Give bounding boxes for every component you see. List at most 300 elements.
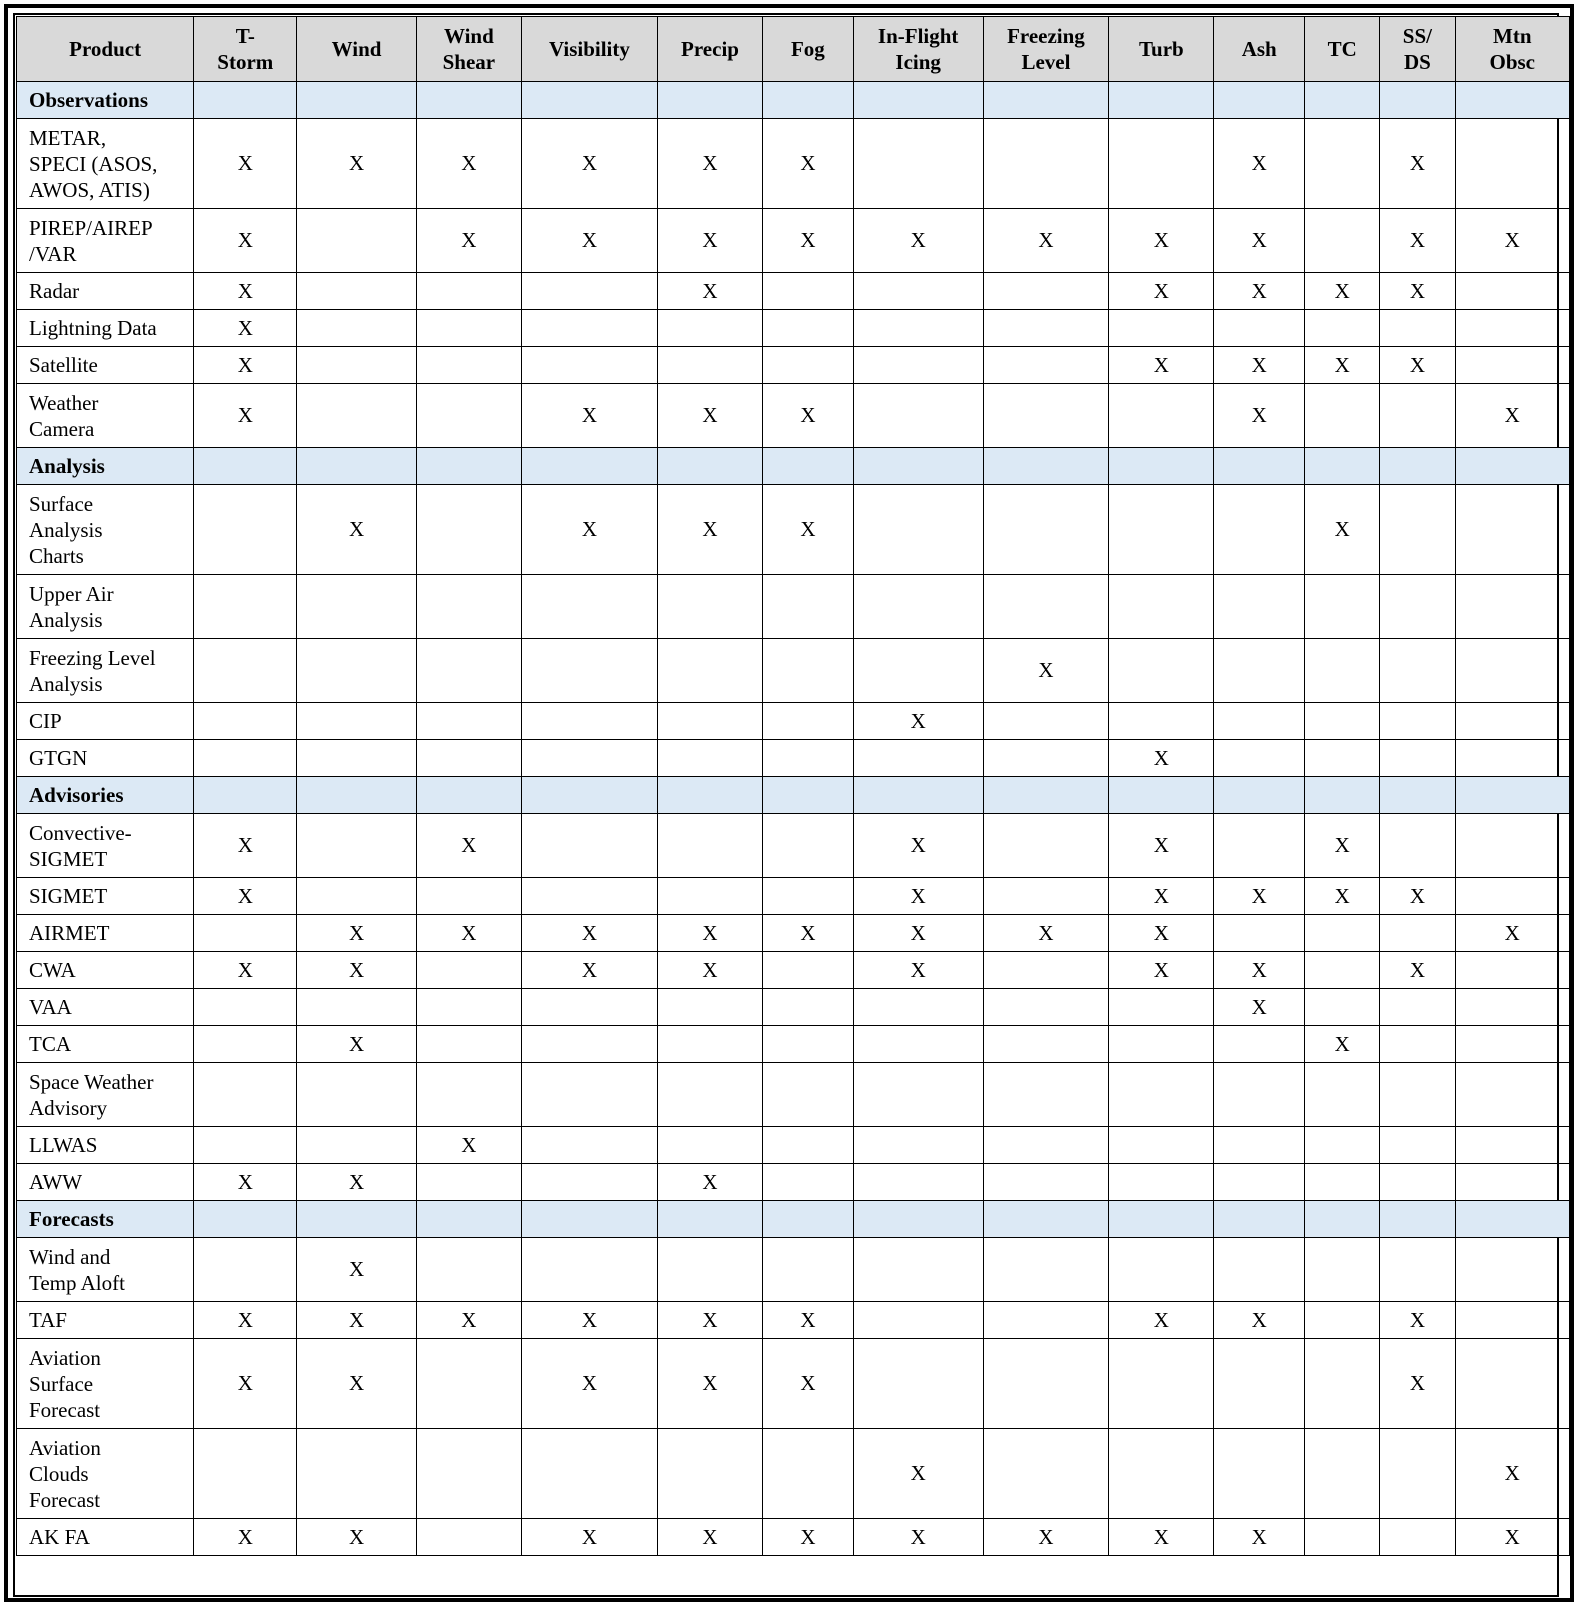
mark-cell-empty: [194, 1026, 297, 1063]
mark-cell-empty: [657, 814, 762, 878]
mark-cell-x: X: [297, 1238, 417, 1302]
mark-cell-x: X: [853, 814, 983, 878]
mark-cell-empty: [1455, 1026, 1569, 1063]
mark-cell-x: X: [1214, 347, 1305, 384]
section-fill-cell: [1455, 82, 1569, 119]
mark-cell-empty: [416, 740, 521, 777]
mark-cell-x: X: [194, 119, 297, 209]
mark-cell-x: X: [194, 1302, 297, 1339]
mark-cell-x: X: [1109, 952, 1214, 989]
mark-cell-empty: [194, 989, 297, 1026]
mark-cell-empty: [763, 1127, 854, 1164]
mark-cell-empty: [853, 1238, 983, 1302]
table-row: [17, 703, 1570, 740]
table-row: [17, 347, 1570, 384]
mark-cell-x: X: [1109, 347, 1214, 384]
mark-cell-x: X: [416, 119, 521, 209]
product-name: LLWAS: [17, 1127, 194, 1164]
mark-cell-empty: [853, 485, 983, 575]
mark-cell-empty: [297, 1127, 417, 1164]
section-fill-cell: [416, 448, 521, 485]
table-row: [17, 740, 1570, 777]
mark-cell-empty: [983, 384, 1109, 448]
product-name: AK FA: [17, 1519, 194, 1556]
mark-cell-empty: [1305, 119, 1380, 209]
section-fill-cell: [657, 82, 762, 119]
mark-cell-x: X: [763, 485, 854, 575]
section-fill-cell: [763, 448, 854, 485]
mark-cell-x: X: [1380, 878, 1455, 915]
mark-cell-empty: [297, 1429, 417, 1519]
mark-cell-empty: [657, 878, 762, 915]
section-fill-cell: [657, 1201, 762, 1238]
product-name: CWA: [17, 952, 194, 989]
mark-cell-empty: [416, 1164, 521, 1201]
mark-cell-empty: [297, 703, 417, 740]
mark-cell-empty: [297, 1063, 417, 1127]
mark-cell-empty: [416, 1339, 521, 1429]
column-header: Mtn Obsc: [1455, 17, 1569, 82]
mark-cell-empty: [1305, 952, 1380, 989]
mark-cell-empty: [1305, 1339, 1380, 1429]
mark-cell-x: X: [521, 119, 657, 209]
mark-cell-empty: [297, 384, 417, 448]
table-row: [17, 1339, 1570, 1429]
section-fill-cell: [1305, 448, 1380, 485]
mark-cell-empty: [1305, 1127, 1380, 1164]
mark-cell-empty: [194, 1238, 297, 1302]
mark-cell-empty: [194, 1429, 297, 1519]
section-header-row: [17, 777, 1570, 814]
mark-cell-empty: [1455, 1127, 1569, 1164]
mark-cell-empty: [983, 1429, 1109, 1519]
section-fill-cell: [657, 448, 762, 485]
mark-cell-empty: [763, 1429, 854, 1519]
mark-cell-x: X: [853, 209, 983, 273]
mark-cell-empty: [1305, 989, 1380, 1026]
mark-cell-empty: [657, 703, 762, 740]
mark-cell-x: X: [983, 915, 1109, 952]
product-name: Lightning Data: [17, 310, 194, 347]
header-row: [17, 17, 1570, 82]
mark-cell-empty: [1305, 703, 1380, 740]
mark-cell-empty: [657, 1127, 762, 1164]
mark-cell-x: X: [194, 1164, 297, 1201]
section-fill-cell: [983, 1201, 1109, 1238]
mark-cell-empty: [194, 1063, 297, 1127]
section-fill-cell: [763, 82, 854, 119]
mark-cell-x: X: [1305, 814, 1380, 878]
section-fill-cell: [853, 777, 983, 814]
mark-cell-empty: [297, 878, 417, 915]
mark-cell-empty: [521, 575, 657, 639]
mark-cell-empty: [983, 1026, 1109, 1063]
product-name: SIGMET: [17, 878, 194, 915]
mark-cell-x: X: [521, 952, 657, 989]
mark-cell-empty: [1109, 1127, 1214, 1164]
mark-cell-empty: [1109, 1026, 1214, 1063]
weather-product-matrix: [16, 16, 1570, 1556]
mark-cell-empty: [416, 1238, 521, 1302]
section-fill-cell: [1380, 1201, 1455, 1238]
mark-cell-empty: [1380, 740, 1455, 777]
table-row: [17, 1164, 1570, 1201]
section-fill-cell: [194, 82, 297, 119]
mark-cell-empty: [297, 347, 417, 384]
mark-cell-empty: [763, 575, 854, 639]
mark-cell-empty: [1214, 915, 1305, 952]
mark-cell-empty: [416, 485, 521, 575]
mark-cell-empty: [1455, 989, 1569, 1026]
column-header: TC: [1305, 17, 1380, 82]
section-fill-cell: [1214, 448, 1305, 485]
column-header: Precip: [657, 17, 762, 82]
mark-cell-x: X: [1109, 273, 1214, 310]
mark-cell-empty: [194, 703, 297, 740]
mark-cell-empty: [416, 952, 521, 989]
mark-cell-empty: [983, 1238, 1109, 1302]
column-header: In-Flight Icing: [853, 17, 983, 82]
mark-cell-empty: [194, 740, 297, 777]
mark-cell-empty: [1109, 703, 1214, 740]
mark-cell-empty: [1455, 952, 1569, 989]
mark-cell-empty: [297, 575, 417, 639]
mark-cell-empty: [853, 1164, 983, 1201]
section-fill-cell: [1455, 448, 1569, 485]
mark-cell-empty: [763, 989, 854, 1026]
mark-cell-x: X: [1214, 384, 1305, 448]
mark-cell-empty: [1380, 1238, 1455, 1302]
table-row: [17, 310, 1570, 347]
mark-cell-empty: [297, 273, 417, 310]
section-fill-cell: [983, 82, 1109, 119]
table-row: [17, 915, 1570, 952]
section-fill-cell: [521, 82, 657, 119]
mark-cell-empty: [1380, 703, 1455, 740]
mark-cell-empty: [763, 639, 854, 703]
mark-cell-empty: [521, 814, 657, 878]
mark-cell-x: X: [1455, 1519, 1569, 1556]
mark-cell-x: X: [521, 485, 657, 575]
product-name: Upper Air Analysis: [17, 575, 194, 639]
mark-cell-empty: [297, 639, 417, 703]
mark-cell-empty: [521, 1127, 657, 1164]
mark-cell-x: X: [1455, 1429, 1569, 1519]
mark-cell-empty: [1305, 1063, 1380, 1127]
section-label: Advisories: [17, 777, 194, 814]
mark-cell-x: X: [194, 273, 297, 310]
product-name: CIP: [17, 703, 194, 740]
mark-cell-empty: [1305, 915, 1380, 952]
mark-cell-x: X: [657, 1302, 762, 1339]
mark-cell-empty: [416, 347, 521, 384]
mark-cell-empty: [853, 1026, 983, 1063]
mark-cell-empty: [521, 878, 657, 915]
mark-cell-empty: [416, 878, 521, 915]
mark-cell-x: X: [1305, 273, 1380, 310]
product-name: Freezing Level Analysis: [17, 639, 194, 703]
mark-cell-x: X: [657, 952, 762, 989]
section-fill-cell: [1455, 1201, 1569, 1238]
mark-cell-empty: [1455, 485, 1569, 575]
mark-cell-x: X: [763, 209, 854, 273]
mark-cell-empty: [521, 1063, 657, 1127]
mark-cell-empty: [763, 310, 854, 347]
table-row: [17, 273, 1570, 310]
mark-cell-empty: [853, 639, 983, 703]
mark-cell-empty: [297, 310, 417, 347]
mark-cell-x: X: [297, 119, 417, 209]
mark-cell-x: X: [297, 485, 417, 575]
mark-cell-x: X: [416, 209, 521, 273]
mark-cell-empty: [416, 639, 521, 703]
mark-cell-empty: [1380, 1026, 1455, 1063]
section-fill-cell: [763, 1201, 854, 1238]
mark-cell-empty: [853, 1063, 983, 1127]
mark-cell-x: X: [657, 1339, 762, 1429]
mark-cell-empty: [194, 1127, 297, 1164]
table-row: [17, 575, 1570, 639]
mark-cell-empty: [1380, 1429, 1455, 1519]
mark-cell-x: X: [194, 878, 297, 915]
mark-cell-empty: [763, 1164, 854, 1201]
mark-cell-x: X: [1380, 273, 1455, 310]
section-fill-cell: [1109, 82, 1214, 119]
mark-cell-empty: [1214, 575, 1305, 639]
mark-cell-x: X: [1380, 119, 1455, 209]
section-fill-cell: [1305, 777, 1380, 814]
product-name: PIREP/AIREP /VAR: [17, 209, 194, 273]
mark-cell-x: X: [521, 1339, 657, 1429]
mark-cell-empty: [853, 384, 983, 448]
mark-cell-empty: [983, 485, 1109, 575]
mark-cell-x: X: [1380, 1302, 1455, 1339]
mark-cell-empty: [1380, 915, 1455, 952]
mark-cell-empty: [1109, 1238, 1214, 1302]
mark-cell-empty: [983, 273, 1109, 310]
mark-cell-empty: [1305, 1429, 1380, 1519]
section-header-row: [17, 1201, 1570, 1238]
mark-cell-empty: [416, 1026, 521, 1063]
mark-cell-empty: [521, 273, 657, 310]
mark-cell-x: X: [657, 1519, 762, 1556]
mark-cell-x: X: [657, 384, 762, 448]
mark-cell-empty: [763, 814, 854, 878]
mark-cell-x: X: [1214, 989, 1305, 1026]
mark-cell-empty: [657, 740, 762, 777]
mark-cell-empty: [853, 310, 983, 347]
mark-cell-x: X: [657, 273, 762, 310]
mark-cell-empty: [1109, 485, 1214, 575]
mark-cell-x: X: [1455, 384, 1569, 448]
mark-cell-x: X: [1109, 878, 1214, 915]
mark-cell-empty: [1109, 989, 1214, 1026]
mark-cell-x: X: [1214, 952, 1305, 989]
mark-cell-x: X: [297, 952, 417, 989]
mark-cell-empty: [983, 1164, 1109, 1201]
mark-cell-empty: [1214, 1339, 1305, 1429]
product-name: Surface Analysis Charts: [17, 485, 194, 575]
mark-cell-x: X: [1455, 915, 1569, 952]
mark-cell-x: X: [1305, 347, 1380, 384]
mark-cell-empty: [1455, 310, 1569, 347]
mark-cell-empty: [657, 989, 762, 1026]
mark-cell-empty: [763, 740, 854, 777]
mark-cell-x: X: [521, 1302, 657, 1339]
mark-cell-empty: [657, 1238, 762, 1302]
mark-cell-empty: [1109, 310, 1214, 347]
mark-cell-empty: [1214, 1063, 1305, 1127]
mark-cell-empty: [983, 575, 1109, 639]
product-name: AIRMET: [17, 915, 194, 952]
mark-cell-empty: [416, 1429, 521, 1519]
section-fill-cell: [983, 448, 1109, 485]
section-fill-cell: [1109, 1201, 1214, 1238]
mark-cell-x: X: [194, 1339, 297, 1429]
mark-cell-empty: [416, 273, 521, 310]
product-name: VAA: [17, 989, 194, 1026]
section-label: Observations: [17, 82, 194, 119]
product-name: Convective- SIGMET: [17, 814, 194, 878]
mark-cell-empty: [1455, 703, 1569, 740]
mark-cell-empty: [521, 740, 657, 777]
mark-cell-x: X: [1109, 1302, 1214, 1339]
mark-cell-x: X: [1380, 952, 1455, 989]
mark-cell-x: X: [416, 1127, 521, 1164]
mark-cell-x: X: [763, 1339, 854, 1429]
mark-cell-empty: [1214, 703, 1305, 740]
mark-cell-x: X: [194, 310, 297, 347]
mark-cell-empty: [983, 1063, 1109, 1127]
mark-cell-x: X: [521, 209, 657, 273]
mark-cell-x: X: [521, 384, 657, 448]
mark-cell-empty: [521, 1238, 657, 1302]
section-fill-cell: [1305, 1201, 1380, 1238]
mark-cell-empty: [1455, 740, 1569, 777]
mark-cell-x: X: [853, 915, 983, 952]
mark-cell-empty: [1305, 740, 1380, 777]
mark-cell-x: X: [1305, 485, 1380, 575]
mark-cell-empty: [1305, 639, 1380, 703]
mark-cell-empty: [1214, 1127, 1305, 1164]
section-fill-cell: [521, 448, 657, 485]
table-row: [17, 1429, 1570, 1519]
mark-cell-empty: [763, 347, 854, 384]
mark-cell-x: X: [763, 1302, 854, 1339]
mark-cell-empty: [657, 1429, 762, 1519]
mark-cell-empty: [1214, 814, 1305, 878]
section-fill-cell: [853, 1201, 983, 1238]
section-fill-cell: [1214, 1201, 1305, 1238]
section-fill-cell: [657, 777, 762, 814]
mark-cell-empty: [1109, 1339, 1214, 1429]
mark-cell-x: X: [416, 1302, 521, 1339]
mark-cell-empty: [853, 347, 983, 384]
mark-cell-empty: [1455, 1302, 1569, 1339]
mark-cell-x: X: [657, 1164, 762, 1201]
mark-cell-x: X: [853, 878, 983, 915]
section-fill-cell: [194, 448, 297, 485]
mark-cell-x: X: [297, 1519, 417, 1556]
column-header: Ash: [1214, 17, 1305, 82]
mark-cell-x: X: [1214, 1302, 1305, 1339]
mark-cell-empty: [983, 119, 1109, 209]
mark-cell-x: X: [1305, 1026, 1380, 1063]
table-row: [17, 989, 1570, 1026]
mark-cell-empty: [1109, 639, 1214, 703]
mark-cell-empty: [297, 209, 417, 273]
mark-cell-x: X: [1109, 915, 1214, 952]
mark-cell-empty: [194, 915, 297, 952]
mark-cell-empty: [1455, 575, 1569, 639]
product-name: METAR, SPECI (ASOS, AWOS, ATIS): [17, 119, 194, 209]
column-header: Wind: [297, 17, 417, 82]
mark-cell-empty: [1380, 814, 1455, 878]
section-fill-cell: [194, 777, 297, 814]
section-fill-cell: [1380, 82, 1455, 119]
mark-cell-x: X: [853, 1519, 983, 1556]
section-fill-cell: [297, 448, 417, 485]
product-name: Aviation Surface Forecast: [17, 1339, 194, 1429]
section-fill-cell: [983, 777, 1109, 814]
mark-cell-empty: [521, 989, 657, 1026]
mark-cell-empty: [763, 878, 854, 915]
mark-cell-empty: [521, 703, 657, 740]
table-row: [17, 119, 1570, 209]
section-fill-cell: [1109, 777, 1214, 814]
mark-cell-empty: [657, 1026, 762, 1063]
table-row: [17, 1026, 1570, 1063]
mark-cell-empty: [416, 989, 521, 1026]
section-fill-cell: [1214, 777, 1305, 814]
mark-cell-x: X: [1305, 878, 1380, 915]
table-row: [17, 1238, 1570, 1302]
mark-cell-x: X: [983, 1519, 1109, 1556]
mark-cell-empty: [1109, 1164, 1214, 1201]
mark-cell-x: X: [194, 384, 297, 448]
section-label: Forecasts: [17, 1201, 194, 1238]
mark-cell-empty: [983, 1127, 1109, 1164]
mark-cell-empty: [1380, 384, 1455, 448]
mark-cell-x: X: [1380, 1339, 1455, 1429]
mark-cell-x: X: [657, 915, 762, 952]
mark-cell-x: X: [763, 119, 854, 209]
mark-cell-x: X: [194, 209, 297, 273]
mark-cell-empty: [1109, 1063, 1214, 1127]
mark-cell-empty: [521, 639, 657, 703]
mark-cell-empty: [1380, 1519, 1455, 1556]
mark-cell-x: X: [1109, 209, 1214, 273]
mark-cell-x: X: [297, 1026, 417, 1063]
mark-cell-empty: [853, 1127, 983, 1164]
section-fill-cell: [763, 777, 854, 814]
column-header-product: Product: [17, 17, 194, 82]
mark-cell-empty: [297, 740, 417, 777]
table-row: [17, 639, 1570, 703]
mark-cell-empty: [1305, 384, 1380, 448]
mark-cell-empty: [297, 989, 417, 1026]
table-row: [17, 1519, 1570, 1556]
mark-cell-empty: [763, 273, 854, 310]
mark-cell-x: X: [1109, 814, 1214, 878]
mark-cell-x: X: [1455, 209, 1569, 273]
mark-cell-empty: [983, 989, 1109, 1026]
mark-cell-empty: [416, 575, 521, 639]
mark-cell-empty: [983, 1339, 1109, 1429]
mark-cell-empty: [521, 1429, 657, 1519]
mark-cell-empty: [853, 575, 983, 639]
table-row: [17, 485, 1570, 575]
